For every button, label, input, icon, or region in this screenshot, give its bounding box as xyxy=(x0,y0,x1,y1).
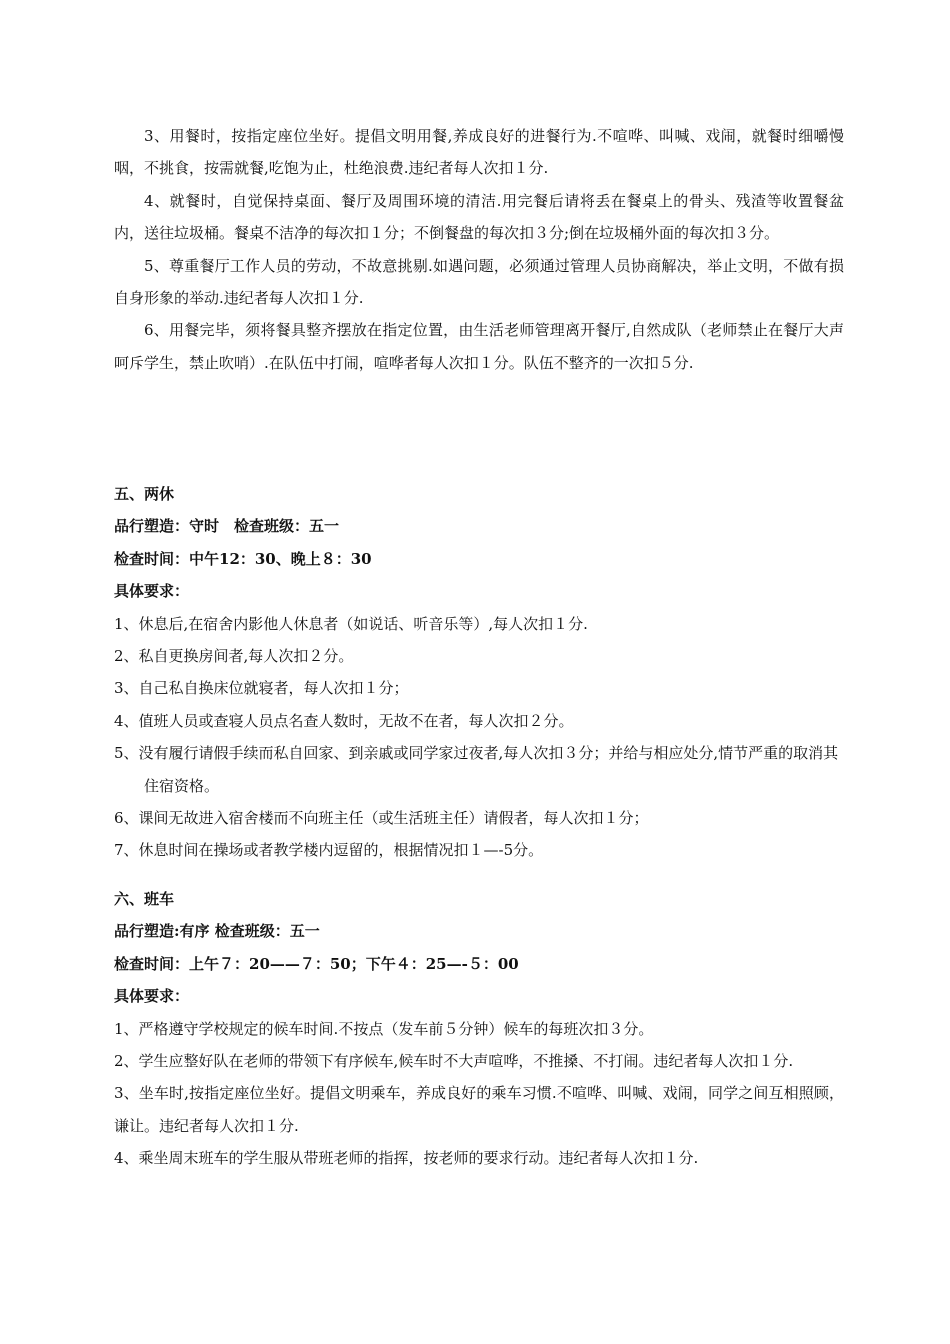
requirements-label: 具体要求： xyxy=(114,582,190,601)
dining-rule-4: 4、就餐时，自觉保持桌面、餐厅及周围环境的清洁.用完餐后请将丢在餐桌上的骨头、残渣等收置餐盆内，送往垃圾桶。餐桌不洁净的每次扣１分；不倒餐盘的每次扣３分;倒在垃圾桶外面的每次扣３分。 xyxy=(114,191,844,243)
dining-rules xyxy=(114,120,844,379)
section-rest xyxy=(114,478,844,867)
character-line: 品行塑造:有序 检查班级：五一 xyxy=(114,922,320,941)
list-item: 1、严格遵守学校规定的候车时间.不按点（发车前５分钟）候车的每班次扣３分。 xyxy=(114,1019,654,1038)
list-item: 5、没有履行请假手续而私自回家、到亲戚或同学家过夜者,每人次扣３分；并给与相应处分,情节严重的取消其住宿资格。 xyxy=(114,744,839,795)
list-item: 7、休息时间在操场或者教学楼内逗留的，根据情况扣１—-5分。 xyxy=(114,841,544,860)
list-item: 4、乘坐周末班车的学生服从带班老师的指挥，按老师的要求行动。违纪者每人次扣１分. xyxy=(114,1149,699,1168)
list-item: 1、休息后,在宿舍内影他人休息者（如说话、听音乐等）,每人次扣１分. xyxy=(114,614,588,633)
section-shuttle-bus xyxy=(114,883,844,1175)
section-heading: 六、班车 xyxy=(114,890,175,908)
list-item: 2、学生应整好队在老师的带领下有序候车,候车时不大声喧哗，不推搡、不打闹。违纪者每人次扣１分. xyxy=(114,1052,794,1071)
inspection-time: 检查时间：中午12：30、晚上８：30 xyxy=(114,549,372,568)
requirements-label: 具体要求： xyxy=(114,987,190,1006)
list-item: 3、自己私自换床位就寝者，每人次扣１分； xyxy=(114,679,409,698)
section-heading: 五、两休 xyxy=(114,485,175,503)
dining-rule-6: 6、用餐完毕，须将餐具整齐摆放在指定位置，由生活老师管理离开餐厅,自然成队（老师禁止在餐厅大声呵斥学生，禁止吹哨）.在队伍中打闹，喧哗者每人次扣１分。队伍不整齐的一次扣５分. xyxy=(114,321,844,372)
dining-rule-5: 5、尊重餐厅工作人员的劳动，不故意挑剔.如遇问题，必须通过管理人员协商解决，举止文明，不做有损自身形象的举动.违纪者每人次扣１分. xyxy=(114,256,844,308)
list-item: 6、课间无故进入宿舍楼而不向班主任（或生活班主任）请假者，每人次扣１分； xyxy=(114,809,649,828)
dining-rule-3: 3、用餐时，按指定座位坐好。提倡文明用餐,养成良好的进餐行为.不喧哗、叫喊、戏闹，就餐时细嚼慢咽，不挑食，按需就餐,吃饱为止，杜绝浪费.违纪者每人次扣１分. xyxy=(114,127,844,178)
inspection-time: 检查时间：上午７：20——７：50；下午４：25—-５：00 xyxy=(114,954,519,973)
list-item: 3、坐车时,按指定座位坐好。提倡文明乘车，养成良好的乘车习惯.不喧哗、叫喊、戏闹，同学之间互相照顾，谦让。违纪者每人次扣１分. xyxy=(114,1084,844,1135)
character-line: 品行塑造：守时 检查班级：五一 xyxy=(114,517,340,536)
list-item: 4、值班人员或查寝人员点名查人数时，无故不在者，每人次扣２分。 xyxy=(114,711,574,730)
list-item: 2、私自更换房间者,每人次扣２分。 xyxy=(114,647,354,666)
